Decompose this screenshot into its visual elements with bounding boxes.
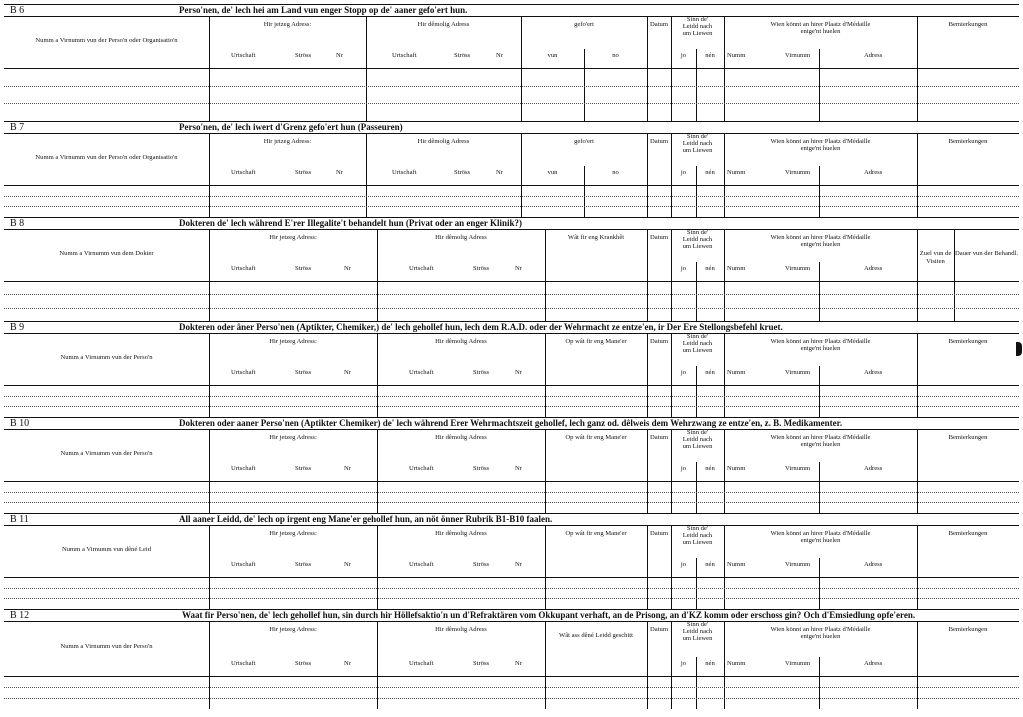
medal-adress: Adress [864, 465, 883, 472]
first-column-label: Numm a Virnumm vun der Perso'n oder Organisatio'n [35, 154, 178, 161]
column-divider [917, 622, 918, 709]
current-address-label: Hir jetzeg Adress: [269, 626, 317, 633]
medal-virnumm: Virnumm [785, 369, 811, 376]
column-divider [209, 334, 210, 417]
medal-virnumm: Virnumm [785, 465, 811, 472]
datum-label: Datum [650, 21, 668, 28]
section-title: Dokteren oder aaner Perso'nen (Aptikter Chemiker) de' lech während Erer Wehrmachtszeit gehollef, lech ganz od. dêlweis dem Wehrzwang ze entze'en, z. B. Medikamenter. [179, 418, 843, 428]
column-divider [917, 334, 918, 417]
mid-column-label: Op wât fir eng Mane'er [565, 338, 627, 345]
datum-label: Datum [650, 138, 668, 145]
column-divider [377, 526, 378, 609]
entry-line [4, 396, 1019, 397]
datum-label: Datum [650, 626, 668, 633]
first-column-label: Numm a Virnumm vun dêné Leid [61, 546, 152, 553]
alive-label-3: um Liewen [682, 147, 713, 154]
medal-numm: Numm [727, 561, 746, 568]
former-address-label: Hir dêmolig Adress [417, 21, 470, 28]
medal-numm: Numm [727, 169, 746, 176]
section-code: B 11 [10, 514, 29, 525]
alive-label-3: um Liewen [682, 443, 713, 450]
column-divider [209, 134, 210, 217]
former-address-label: Hir dêmolig Adress [435, 530, 487, 537]
mid-sub-vun: vun [547, 169, 558, 176]
former-address-urtschaft: Urtschaft [409, 369, 434, 376]
alive-jo: jo [680, 369, 687, 376]
alive-nen: nén [705, 660, 715, 667]
current-address-nr: Nr [344, 265, 351, 272]
virnumm-divider [819, 558, 820, 609]
medal-adress: Adress [864, 561, 883, 568]
section-title: All aaner Leidd, de' lech op irgent eng Mane'er gehollef hun, an nöt önner Rubrik B1-B10 faalen. [179, 514, 553, 524]
virnumm-divider [819, 366, 820, 417]
header-bottom-rule [4, 481, 1019, 482]
medal-adress: Adress [864, 265, 883, 272]
section-header [4, 121, 1019, 134]
medal-numm: Numm [727, 52, 746, 59]
remarks-label: Bemierkungen [948, 138, 988, 145]
current-address-label: Hir jetzeg Adress: [269, 338, 317, 345]
medal-virnumm: Virnumm [785, 169, 811, 176]
header-bottom-rule [4, 68, 1019, 69]
section-code: B 12 [10, 610, 30, 621]
column-divider [545, 430, 546, 513]
column-divider [917, 430, 918, 513]
section-table [4, 430, 1019, 513]
header-bottom-rule [4, 281, 1019, 282]
form-sheet [4, 4, 1019, 709]
mid-sub-no: no [612, 169, 619, 176]
section-b12 [4, 609, 1019, 709]
former-address-stross: Ströss [454, 169, 471, 176]
alive-label-2: Leidd nach [682, 140, 713, 147]
former-address-stross: Ströss [454, 52, 471, 59]
current-address-nr: Nr [336, 169, 343, 176]
column-divider [917, 526, 918, 609]
section-table [4, 17, 1019, 121]
former-address-nr: Nr [515, 465, 522, 472]
medal-numm: Numm [727, 369, 746, 376]
section-table [4, 134, 1019, 217]
first-column-label: Numm a Virnumm vun der Perso'n [60, 450, 153, 457]
current-address-label: Hir jetzeg Adress: [269, 434, 317, 441]
datum-label: Datum [650, 234, 668, 241]
alive-jo: jo [680, 169, 687, 176]
medal-adress: Adress [864, 660, 883, 667]
mid-sub-vun: vun [547, 52, 558, 59]
entry-line [4, 196, 1019, 197]
former-address-stross: Ströss [473, 265, 490, 272]
mid-column-label: gefo'ert [574, 21, 594, 28]
section-b9 [4, 321, 1019, 417]
former-address-nr: Nr [515, 561, 522, 568]
alive-label-1: Sinn de' [686, 229, 709, 236]
header-bottom-rule [4, 577, 1019, 578]
current-address-label: Hir jetzeg Adress: [269, 234, 317, 241]
section-code: B 7 [10, 122, 25, 133]
column-divider [521, 17, 522, 121]
former-address-label: Hir dêmolig Adress [417, 138, 470, 145]
header-bottom-rule [4, 185, 1019, 186]
section-header [4, 609, 1019, 622]
current-address-nr: Nr [344, 561, 351, 568]
first-column-label: Numm a Virnumm vun der Perso'n oder Organisatio'n [35, 37, 178, 44]
entry-line [4, 588, 1019, 589]
entry-line [4, 206, 1019, 207]
former-address-stross: Ströss [473, 369, 490, 376]
former-address-urtschaft: Urtschaft [409, 265, 434, 272]
mid-sub-no: no [612, 52, 619, 59]
alive-label-2: Leidd nach [682, 236, 713, 243]
column-divider [917, 134, 918, 217]
section-header [4, 321, 1019, 334]
current-address-urtschaft: Urtschaft [231, 169, 256, 176]
current-address-label: Hir jetzeg Adress: [263, 21, 312, 28]
entry-line [4, 687, 1019, 688]
section-title: Dokteren de' lech während E'rer Illegalite't behandelt hun (Privat oder an enger Klinik?) [179, 218, 523, 228]
alive-label-3: um Liewen [682, 30, 713, 37]
section-title: Perso'nen, de' lech hei am Land vun enger Stopp op de' aaner gefo'ert hun. [179, 5, 468, 15]
column-divider [209, 526, 210, 609]
section-header [4, 513, 1019, 526]
alive-nen: nén [705, 369, 715, 376]
current-address-urtschaft: Urtschaft [231, 52, 256, 59]
medal-label-1: Wien könnt an hirer Plaatz d'Médaille [770, 234, 871, 241]
current-address-stross: Ströss [295, 265, 312, 272]
current-address-label: Hir jetzeg Adress: [263, 138, 312, 145]
medal-label-1: Wien könnt an hirer Plaatz d'Médaille [770, 530, 871, 537]
alive-label-3: um Liewen [682, 243, 713, 250]
mid-column-label: Wât ass dêné Leidd geschitt [559, 632, 633, 639]
datum-label: Datum [650, 338, 668, 345]
medal-label-1: Wien könnt an hirer Plaatz d'Médaille [770, 21, 871, 28]
alive-label-1: Sinn de' [686, 133, 709, 140]
column-divider [209, 430, 210, 513]
entry-line [4, 492, 1019, 493]
alive-label-1: Sinn de' [686, 525, 709, 532]
edge-tab-mark [1016, 342, 1022, 356]
column-divider [545, 526, 546, 609]
medal-label-2: entge'nt huelen [800, 537, 841, 544]
former-address-urtschaft: Urtschaft [392, 52, 417, 59]
medal-label-1: Wien könnt an hirer Plaatz d'Médaille [770, 434, 871, 441]
entry-line [4, 294, 1019, 295]
medal-numm: Numm [727, 660, 746, 667]
column-divider [647, 430, 648, 513]
alive-label-1: Sinn de' [686, 333, 709, 340]
current-address-nr: Nr [344, 465, 351, 472]
current-address-stross: Ströss [295, 561, 312, 568]
alive-jo: jo [680, 265, 687, 272]
section-b6 [4, 4, 1019, 121]
medal-virnumm: Virnumm [785, 52, 811, 59]
current-address-stross: Ströss [295, 465, 312, 472]
remarks-label: Bemierkungen [948, 530, 988, 537]
former-address-stross: Ströss [473, 660, 490, 667]
former-address-urtschaft: Urtschaft [409, 660, 434, 667]
medal-numm: Numm [727, 465, 746, 472]
medal-label-2: entge'nt huelen [800, 145, 841, 152]
medal-numm: Numm [727, 265, 746, 272]
alive-label-1: Sinn de' [686, 621, 709, 628]
alive-nen: nén [705, 561, 715, 568]
alive-label-2: Leidd nach [682, 436, 713, 443]
alive-jo: jo [680, 465, 687, 472]
section-code: B 6 [10, 5, 25, 16]
medal-label-1: Wien könnt an hirer Plaatz d'Médaille [770, 138, 871, 145]
section-table [4, 230, 1019, 321]
mid-column-label: Op wât fir eng Mane'er [565, 434, 627, 441]
alive-label-2: Leidd nach [682, 628, 713, 635]
medal-label-2: entge'nt huelen [800, 633, 841, 640]
virnumm-divider [819, 657, 820, 709]
first-column-label: Numm a Virnumm vun der Perso'n [60, 354, 153, 361]
alive-jo: jo [680, 561, 687, 568]
alive-nen: nén [705, 52, 715, 59]
alive-label-2: Leidd nach [682, 23, 713, 30]
section-table [4, 622, 1019, 709]
medal-virnumm: Virnumm [785, 265, 811, 272]
section-b11 [4, 513, 1019, 609]
current-address-urtschaft: Urtschaft [231, 660, 256, 667]
medal-label-2: entge'nt huelen [800, 441, 841, 448]
current-address-urtschaft: Urtschaft [231, 369, 256, 376]
alive-label-2: Leidd nach [682, 340, 713, 347]
section-code: B 9 [10, 322, 25, 333]
entry-line [4, 406, 1019, 407]
column-divider [545, 334, 546, 417]
alive-label-1: Sinn de' [686, 16, 709, 23]
medal-label-2: entge'nt huelen [800, 241, 841, 248]
section-b7 [4, 121, 1019, 217]
section-code: B 8 [10, 218, 25, 229]
entry-line [4, 103, 1019, 104]
column-divider [647, 134, 648, 217]
alive-nen: nén [705, 169, 715, 176]
alive-label-3: um Liewen [682, 347, 713, 354]
column-divider [377, 622, 378, 709]
column-divider [209, 622, 210, 709]
alive-nen: nén [705, 465, 715, 472]
first-column-label: Numm a Virnumm vun der Perso'n [60, 643, 153, 650]
column-divider [366, 17, 367, 121]
former-address-urtschaft: Urtschaft [392, 169, 417, 176]
section-title: Waat fir Perso'nen, de' lech gehollef hun, sin durch hir Höllefsaktio'n un d'Refraktären vom Okkupant verhaft, an de Prisong, an d'KZ komm oder erschoss gin? Och d'Emsiedlung opfe'eren. [182, 610, 916, 620]
first-column-label: Numm a Virnumm vun dem Dokter [59, 250, 154, 257]
alive-label-3: um Liewen [682, 539, 713, 546]
entry-line [4, 308, 1019, 309]
medal-label-2: entge'nt huelen [800, 345, 841, 352]
former-address-stross: Ströss [473, 465, 490, 472]
remarks-label: Bemierkungen [948, 21, 988, 28]
header-bottom-rule [4, 385, 1019, 386]
remarks-label: Bemierkungen [948, 626, 988, 633]
alive-nen: nén [705, 265, 715, 272]
current-address-nr: Nr [344, 369, 351, 376]
entry-line [4, 598, 1019, 599]
former-address-stross: Ströss [473, 561, 490, 568]
former-address-nr: Nr [515, 265, 522, 272]
current-address-nr: Nr [336, 52, 343, 59]
current-address-stross: Ströss [295, 369, 312, 376]
current-address-stross: Ströss [295, 660, 312, 667]
datum-label: Datum [650, 530, 668, 537]
entry-line [4, 502, 1019, 503]
remarks-label: Bemierkungen [948, 338, 988, 345]
alive-label-1: Sinn de' [686, 429, 709, 436]
section-header [4, 217, 1019, 230]
column-divider [209, 17, 210, 121]
header-bottom-rule [4, 676, 1019, 677]
virnumm-divider [819, 262, 820, 321]
column-divider [917, 17, 918, 121]
section-header [4, 417, 1019, 430]
current-address-label: Hir jetzeg Adress: [269, 530, 317, 537]
medal-label-1: Wien könnt an hirer Plaatz d'Médaille [770, 338, 871, 345]
current-address-urtschaft: Urtschaft [231, 561, 256, 568]
remarks-label: Bemierkungen [948, 434, 988, 441]
mid-column-label: gefo'ert [574, 138, 594, 145]
section-table [4, 334, 1019, 417]
section-code: B 10 [10, 418, 30, 429]
current-address-stross: Ströss [295, 52, 312, 59]
entry-line [4, 86, 1019, 87]
section-table [4, 526, 1019, 609]
former-address-label: Hir dêmolig Adress [435, 626, 487, 633]
column-divider [377, 430, 378, 513]
medal-virnumm: Virnumm [785, 561, 811, 568]
medal-adress: Adress [864, 369, 883, 376]
virnumm-divider [819, 166, 820, 217]
former-address-urtschaft: Urtschaft [409, 465, 434, 472]
former-address-label: Hir dêmolig Adress [435, 434, 487, 441]
column-divider [366, 134, 367, 217]
alive-label-3: um Liewen [682, 635, 713, 642]
alive-label-2: Leidd nach [682, 532, 713, 539]
medal-adress: Adress [864, 52, 883, 59]
visits-label: Zuel vun de Visiten [919, 250, 952, 265]
current-address-nr: Nr [344, 660, 351, 667]
former-address-nr: Nr [515, 660, 522, 667]
mid-column-label: Wât fir eng Krankhêt [567, 234, 625, 241]
former-address-urtschaft: Urtschaft [409, 561, 434, 568]
current-address-stross: Ströss [295, 169, 312, 176]
virnumm-divider [819, 462, 820, 513]
current-address-urtschaft: Urtschaft [231, 265, 256, 272]
column-divider [377, 334, 378, 417]
column-divider [647, 334, 648, 417]
former-address-label: Hir dêmolig Adress [435, 338, 487, 345]
alive-jo: jo [680, 52, 687, 59]
column-divider [647, 526, 648, 609]
entry-line [4, 698, 1019, 699]
datum-label: Datum [650, 434, 668, 441]
alive-jo: jo [680, 660, 687, 667]
section-b8 [4, 217, 1019, 321]
medal-adress: Adress [864, 169, 883, 176]
medal-label-1: Wien könnt an hirer Plaatz d'Médaille [770, 626, 871, 633]
medal-virnumm: Virnumm [785, 660, 811, 667]
section-b10 [4, 417, 1019, 513]
column-divider [647, 17, 648, 121]
section-title: Dokteren oder âner Perso'nen (Aptikter, Chemiker,) de' lech gehollef hun, lech dem R.A.D. oder der Wehrmacht ze entze'en, ir Der Ere Stellongsbefehl kruet. [179, 322, 783, 332]
current-address-urtschaft: Urtschaft [231, 465, 256, 472]
section-title: Perso'nen, de' lech iwert d'Grenz gefo'ert hun (Passeuren) [179, 122, 403, 132]
former-address-nr: Nr [496, 52, 503, 59]
medal-label-2: entge'nt huelen [800, 28, 841, 35]
former-address-nr: Nr [515, 369, 522, 376]
column-divider [647, 622, 648, 709]
section-header [4, 4, 1019, 17]
former-address-nr: Nr [496, 169, 503, 176]
mid-column-label: Op wât fir eng Mane'er [565, 530, 627, 537]
treatment-duration-label: Dauer vun der Behandl. [955, 250, 1018, 257]
former-address-label: Hir dêmolig Adress [435, 234, 487, 241]
